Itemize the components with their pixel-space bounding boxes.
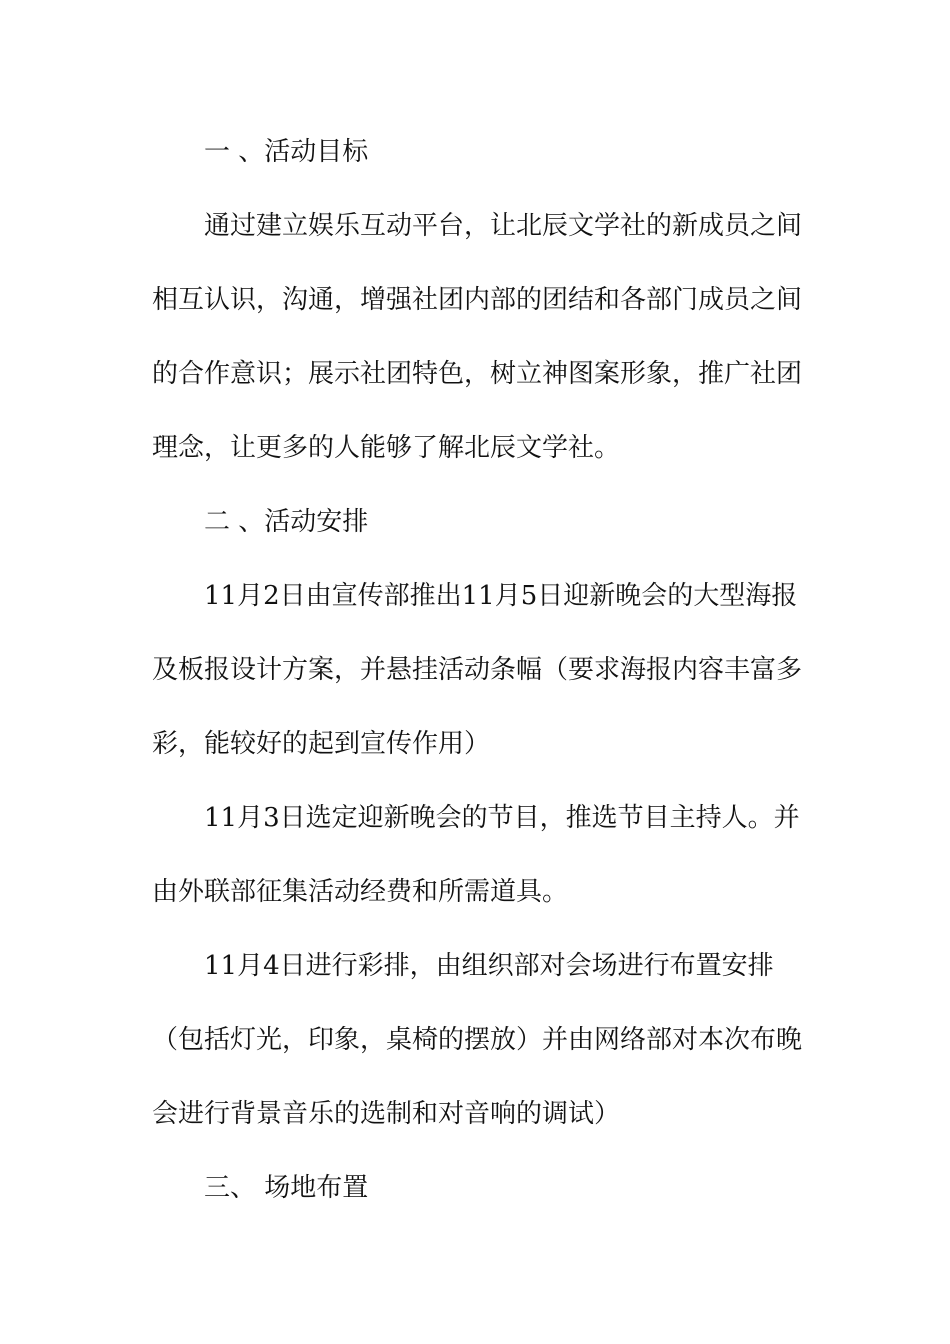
section-heading-3: 三、 场地布置 — [204, 1173, 369, 1203]
paragraph-line: 会进行背景音乐的选制和对音响的调试） — [152, 1099, 621, 1129]
paragraph-line: 彩，能较好的起到宣传作用） — [152, 729, 491, 759]
section-heading-1: 一 、活动目标 — [204, 137, 369, 167]
paragraph-line: 理念，让更多的人能够了解北辰文学社。 — [152, 433, 621, 463]
paragraph-line: 11月2日由宣传部推出11月5日迎新晚会的大型海报 — [204, 581, 798, 611]
paragraph-line: 由外联部征集活动经费和所需道具。 — [152, 877, 569, 907]
section-heading-2: 二 、活动安排 — [204, 507, 369, 537]
paragraph-line: 11月3日选定迎新晚会的节目，推选节目主持人。并 — [204, 803, 800, 833]
paragraph-line: （包括灯光，印象，桌椅的摆放）并由网络部对本次布晚 — [152, 1025, 803, 1055]
paragraph-line: 通过建立娱乐互动平台，让北辰文学社的新成员之间 — [204, 211, 803, 241]
paragraph-line: 的合作意识；展示社团特色，树立神图案形象，推广社团 — [152, 359, 803, 389]
document-body — [152, 128, 802, 1238]
paragraph-line: 及板报设计方案，并悬挂活动条幅（要求海报内容丰富多 — [152, 655, 803, 685]
paragraph-line: 相互认识，沟通，增强社团内部的团结和各部门成员之间 — [152, 285, 803, 315]
paragraph-line: 11月4日进行彩排，由组织部对会场进行布置安排 — [204, 951, 774, 981]
